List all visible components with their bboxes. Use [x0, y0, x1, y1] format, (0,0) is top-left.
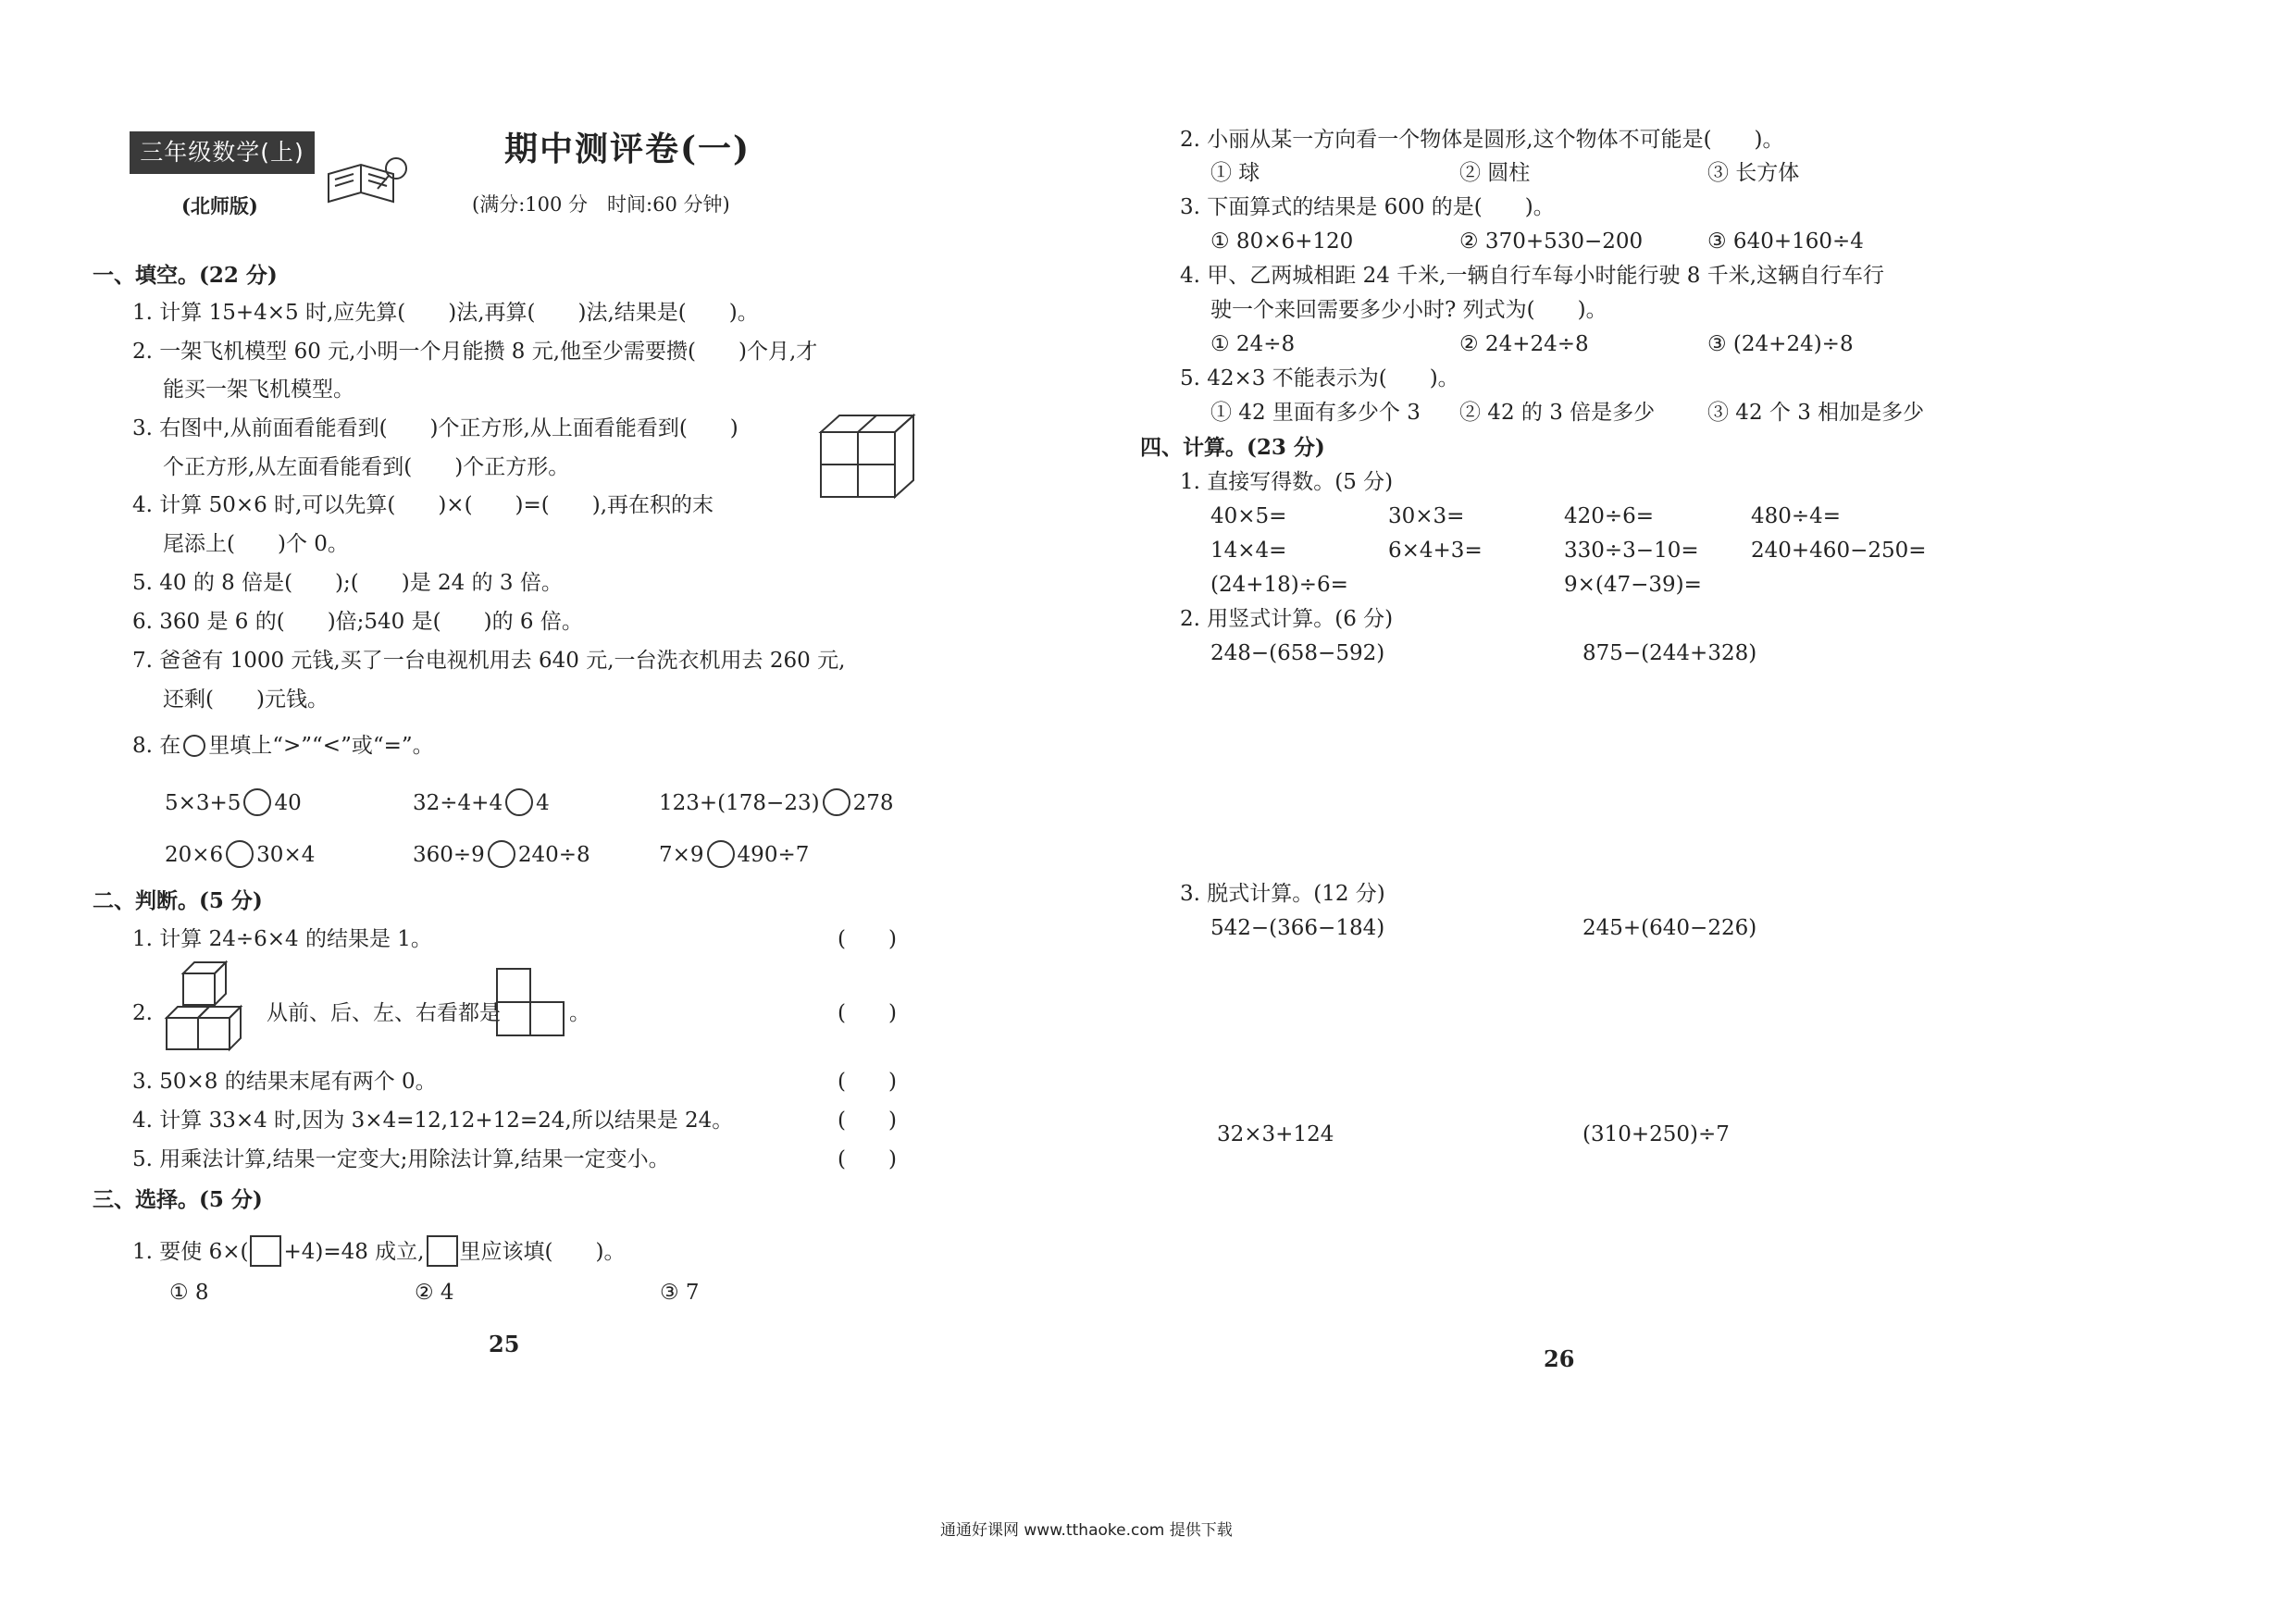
judge-bracket[interactable]: ( )	[838, 1109, 897, 1133]
oral-calc: 9×(47−39)=	[1564, 573, 1702, 597]
s1-q3b: 个正方形,从左面看能看到( )个正方形。	[163, 455, 570, 479]
compare-right: 240÷8	[517, 843, 590, 867]
answer-circle[interactable]	[707, 840, 735, 868]
oral-calc: 330÷3−10=	[1564, 539, 1699, 563]
compare-right: 30×4	[256, 843, 316, 867]
oral-calc: 40×5=	[1210, 504, 1287, 528]
s1-q2b: 能买一架飞机模型。	[163, 378, 354, 402]
oral-calc: 420÷6=	[1564, 504, 1655, 528]
judge-bracket[interactable]: ( )	[838, 1001, 897, 1025]
option[interactable]: ③ 长方体	[1707, 161, 1800, 185]
option[interactable]: ③ 42 个 3 相加是多少	[1707, 401, 1925, 425]
s1-q8-pre: 8. 在	[132, 734, 181, 758]
compare-circle-icon	[183, 735, 205, 757]
compare-left: 5×3+5	[165, 791, 242, 815]
edition-label: (北师版)	[181, 194, 258, 217]
option[interactable]: ② 4	[415, 1281, 454, 1305]
compare-item	[165, 788, 302, 816]
s1-q8-post: 里填上“>”“<”或“=”。	[208, 734, 434, 758]
stepwise-calc: 32×3+124	[1217, 1122, 1334, 1146]
compare-left: 7×9	[659, 843, 704, 867]
stepwise-calc: (310+250)÷7	[1582, 1122, 1730, 1146]
judge-bracket[interactable]: ( )	[838, 927, 897, 951]
judge-bracket[interactable]: ( )	[838, 1070, 897, 1094]
answer-circle[interactable]	[488, 840, 515, 868]
compare-right: 490÷7	[737, 843, 810, 867]
option[interactable]: ① 球	[1210, 161, 1260, 185]
judge-bracket[interactable]: ( )	[838, 1147, 897, 1171]
oral-calc: 30×3=	[1388, 504, 1465, 528]
s2-q2-text: 从前、后、左、右看都是	[267, 1001, 501, 1025]
s2-q1: 1. 计算 24÷6×4 的结果是 1。	[132, 927, 432, 951]
blank-box[interactable]	[250, 1235, 281, 1267]
s2-q4: 4. 计算 33×4 时,因为 3×4=12,12+12=24,所以结果是 24。	[132, 1109, 734, 1133]
page-number-left: 25	[489, 1331, 520, 1357]
answer-circle[interactable]	[243, 788, 271, 816]
vertical-calc: 248−(658−592)	[1210, 641, 1385, 665]
section1-heading: 一、填空。(22 分)	[93, 263, 278, 288]
option[interactable]: ① 8	[169, 1281, 209, 1305]
s3-q4b: 驶一个来回需要多少小时? 列式为( )。	[1210, 298, 1607, 322]
s3-q4a: 4. 甲、乙两城相距 24 千米,一辆自行车每小时能行驶 8 千米,这辆自行车行	[1180, 264, 1885, 288]
section3-heading: 三、选择。(5 分)	[93, 1187, 263, 1212]
s3-q1-part-c: 里应该填( )。	[459, 1240, 626, 1264]
s2-q2-end: 。	[569, 1001, 590, 1025]
answer-circle[interactable]	[226, 840, 254, 868]
section2-heading: 二、判断。(5 分)	[93, 888, 263, 913]
option[interactable]: ③ 640+160÷4	[1707, 229, 1864, 254]
s1-q4b: 尾添上( )个 0。	[163, 532, 349, 556]
s3-q2: 2. 小丽从某一方向看一个物体是圆形,这个物体不可能是( )。	[1180, 128, 1784, 152]
s2-q3: 3. 50×8 的结果末尾有两个 0。	[132, 1070, 437, 1094]
option[interactable]: ① 24÷8	[1210, 332, 1296, 356]
s3-q1	[132, 1235, 625, 1267]
option[interactable]: ② 370+530−200	[1459, 229, 1644, 254]
option[interactable]: ③ 7	[660, 1281, 700, 1305]
compare-left: 20×6	[165, 843, 224, 867]
blank-box[interactable]	[427, 1235, 458, 1267]
oral-calc: 14×4=	[1210, 539, 1287, 563]
footer-source: 通通好课网 www.tthaoke.com 提供下载	[940, 1521, 1233, 1540]
grade-badge: 三年级数学(上)	[130, 131, 315, 174]
view-shape-figure	[495, 967, 569, 1041]
s3-q1-part-b: +4)=48 成立,	[283, 1240, 425, 1264]
stepwise-calc: 245+(640−226)	[1582, 916, 1757, 940]
section4-heading: 四、计算。(23 分)	[1140, 435, 1325, 460]
compare-item	[659, 840, 809, 868]
s1-q6: 6. 360 是 6 的( )倍;540 是( )的 6 倍。	[132, 610, 583, 634]
s1-q7a: 7. 爸爸有 1000 元钱,买了一台电视机用去 640 元,一台洗衣机用去 260 元,	[132, 649, 846, 673]
s3-q3: 3. 下面算式的结果是 600 的是( )。	[1180, 195, 1555, 219]
compare-item	[165, 840, 315, 868]
page-title: 期中测评卷(一)	[504, 130, 751, 168]
oral-calc: 6×4+3=	[1388, 539, 1483, 563]
page-subtitle: (满分:100 分 时间:60 分钟)	[472, 193, 730, 216]
compare-item	[413, 788, 550, 816]
vertical-calc: 875−(244+328)	[1582, 641, 1757, 665]
compare-item	[413, 840, 590, 868]
s3-q5: 5. 42×3 不能表示为( )。	[1180, 366, 1459, 390]
compare-right: 278	[852, 791, 894, 815]
option[interactable]: ③ (24+24)÷8	[1707, 332, 1854, 356]
option[interactable]: ① 80×6+120	[1210, 229, 1354, 254]
page-number-right: 26	[1544, 1345, 1575, 1372]
s1-q2a: 2. 一架飞机模型 60 元,小明一个月能攒 8 元,他至少需要攒( )个月,才	[132, 340, 818, 364]
compare-left: 123+(178−23)	[659, 791, 820, 815]
option[interactable]: ① 42 里面有多少个 3	[1210, 401, 1421, 425]
answer-circle[interactable]	[823, 788, 850, 816]
compare-left: 360÷9	[413, 843, 485, 867]
s3-q1-part-a: 1. 要使 6×(	[132, 1240, 249, 1264]
s4-p2: 2. 用竖式计算。(6 分)	[1180, 607, 1394, 631]
compare-right: 40	[274, 791, 302, 815]
book-magnifier-icon	[324, 155, 416, 220]
s2-q2-num: 2.	[132, 1001, 153, 1025]
option[interactable]: ② 圆柱	[1459, 161, 1531, 185]
option[interactable]: ② 24+24÷8	[1459, 332, 1589, 356]
compare-right: 4	[536, 791, 550, 815]
s1-q7b: 还剩( )元钱。	[163, 688, 329, 712]
stepwise-calc: 542−(366−184)	[1210, 916, 1385, 940]
oral-calc: 480÷4=	[1751, 504, 1842, 528]
s1-q8	[132, 735, 434, 757]
s4-p1: 1. 直接写得数。(5 分)	[1180, 470, 1394, 494]
s1-q3a: 3. 右图中,从前面看能看到( )个正方形,从上面看能看到( )	[132, 416, 738, 440]
answer-circle[interactable]	[505, 788, 533, 816]
option[interactable]: ② 42 的 3 倍是多少	[1459, 401, 1656, 425]
compare-left: 32÷4+4	[413, 791, 503, 815]
s2-q5: 5. 用乘法计算,结果一定变大;用除法计算,结果一定变小。	[132, 1147, 670, 1171]
s1-q5: 5. 40 的 8 倍是( );( )是 24 的 3 倍。	[132, 571, 563, 595]
compare-item	[659, 788, 893, 816]
oral-calc: 240+460−250=	[1751, 539, 1927, 563]
cube-figure-q3	[819, 414, 916, 499]
stacked-cubes-figure	[165, 960, 267, 1053]
s4-p3: 3. 脱式计算。(12 分)	[1180, 882, 1385, 906]
s1-q4a: 4. 计算 50×6 时,可以先算( )×( )=( ),再在积的末	[132, 493, 714, 517]
s1-q1: 1. 计算 15+4×5 时,应先算( )法,再算( )法,结果是( )。	[132, 301, 759, 325]
oral-calc: (24+18)÷6=	[1210, 573, 1348, 597]
